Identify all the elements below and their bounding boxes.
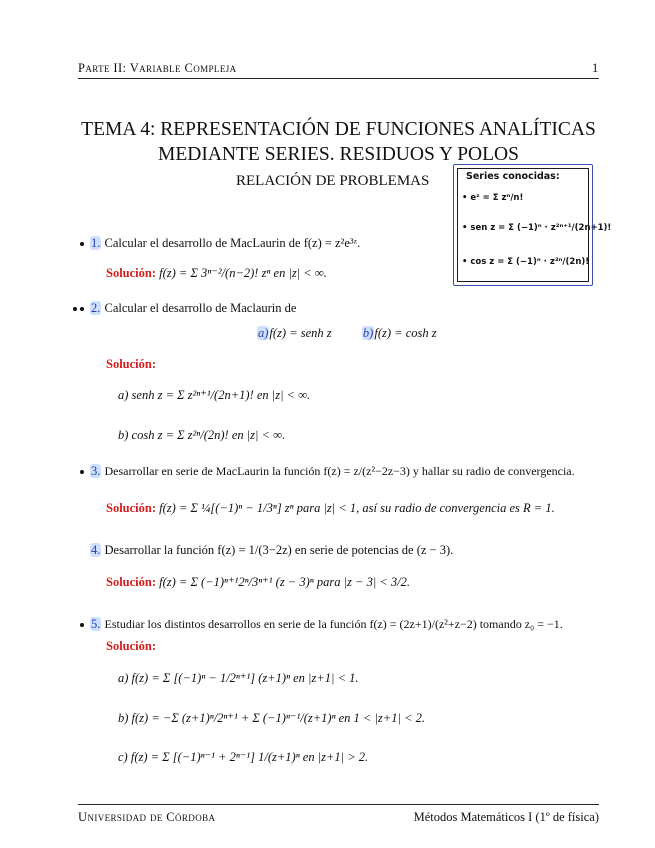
- bullet: [80, 623, 84, 627]
- solution-formula: senh z = Σ z²ⁿ⁺¹/(2n+1)! en |z| < ∞.: [131, 388, 311, 402]
- problem-statement: Calcular el desarrollo de MacLaurin de f(z) = z²e³ᶻ.: [104, 236, 361, 250]
- footer-course: Métodos Matemáticos I (1º de física): [413, 810, 599, 824]
- problem-1-solution: [106, 265, 327, 281]
- problem-2-solution-a: a) senh z = Σ z²ⁿ⁺¹/(2n+1)! en |z| < ∞.: [118, 388, 311, 402]
- problem-5-solution-c: c) f(z) = Σ [(−1)ⁿ⁻¹ + 2ⁿ⁻¹] 1/(z+1)ⁿ en |z+1| > 2.: [118, 750, 369, 764]
- problem-4: [90, 543, 453, 558]
- bullet: [73, 307, 77, 311]
- note-line-cos: • cos z = Σ (−1)ⁿ · z²ⁿ/(2n)!: [462, 257, 590, 267]
- subtitle: RELACIÓN DE PROBLEMAS: [236, 173, 430, 189]
- problem-number: 3.: [91, 464, 101, 478]
- bullet: [80, 307, 84, 311]
- solution-formula: f(z) = Σ ¼[(−1)ⁿ − 1/3ⁿ] zⁿ para |z| < 1, así su radio de convergencia es R = 1.: [159, 501, 555, 515]
- solution-formula: f(z) = Σ [(−1)ⁿ − 1/2ⁿ⁺¹] (z+1)ⁿ en |z+1| < 1.: [131, 671, 359, 685]
- header-rule: [78, 78, 599, 79]
- note-line-exp: • eᶻ = Σ zⁿ/n!: [462, 193, 524, 203]
- solution-formula: f(z) = Σ 3ⁿ⁻²/(n−2)! zⁿ en |z| < ∞.: [159, 266, 327, 280]
- page-number: 1: [592, 61, 599, 75]
- problem-5-solution-a: a) f(z) = Σ [(−1)ⁿ − 1/2ⁿ⁺¹] (z+1)ⁿ en |z+1| < 1.: [118, 671, 359, 685]
- solution-label: Solución:: [106, 501, 157, 515]
- problem-2-parts: a)f(z) = senh z b)f(z) = cosh z: [258, 326, 437, 340]
- problem-number: 1.: [91, 236, 101, 250]
- problem-2: [90, 301, 296, 316]
- footer-rule: [78, 804, 599, 805]
- bullet: [80, 470, 84, 474]
- solution-formula: f(z) = −Σ (z+1)ⁿ/2ⁿ⁺¹ + Σ (−1)ⁿ⁻¹/(z+1)ⁿ en 1 < |z+1| < 2.: [131, 711, 425, 725]
- problem-statement: Calcular el desarrollo de Maclaurin de: [104, 301, 297, 315]
- problem-1: [90, 236, 360, 251]
- solution-label: Solución:: [106, 357, 157, 371]
- solution-formula: f(z) = Σ (−1)ⁿ⁺¹2ⁿ/3ⁿ⁺¹ (z − 3)ⁿ para |z − 3| < 3/2.: [159, 575, 411, 589]
- problem-3: [90, 464, 575, 479]
- problem-2-solution-b: b) cosh z = Σ z²ⁿ/(2n)! en |z| < ∞.: [118, 428, 286, 442]
- problem-5: [90, 617, 563, 632]
- problem-number: 2.: [91, 301, 101, 315]
- note-heading: Series conocidas:: [466, 171, 560, 182]
- bullet: [80, 242, 84, 246]
- page-title-line2: MEDIANTE SERIES. RESIDUOS Y POLOS: [158, 144, 519, 165]
- solution-formula: cosh z = Σ z²ⁿ/(2n)! en |z| < ∞.: [131, 428, 286, 442]
- part-a: f(z) = senh z: [269, 326, 332, 340]
- problem-number: 4.: [91, 543, 101, 557]
- solution-label: Solución:: [106, 266, 157, 280]
- footer-institution: Universidad de Córdoba: [78, 810, 216, 824]
- problem-4-solution: [106, 574, 410, 590]
- solution-label: Solución:: [106, 575, 157, 589]
- note-line-sen: • sen z = Σ (−1)ⁿ · z²ⁿ⁺¹/(2n+1)!: [462, 223, 612, 233]
- part-b: f(z) = cosh z: [374, 326, 437, 340]
- solution-formula: f(z) = Σ [(−1)ⁿ⁻¹ + 2ⁿ⁻¹] 1/(z+1)ⁿ en |z+1| > 2.: [130, 750, 369, 764]
- problem-number: 5.: [91, 617, 101, 631]
- problem-3-solution: [106, 501, 555, 516]
- problem-statement: Desarrollar la función f(z) = 1/(3−2z) en serie de potencias de (z − 3).: [104, 543, 454, 557]
- problem-statement: Desarrollar en serie de MacLaurin la función f(z) = z/(z²−2z−3) y hallar su radio de convergencia.: [104, 464, 575, 478]
- handwritten-note: [453, 164, 612, 286]
- solution-label: Solución:: [106, 639, 157, 653]
- problem-5-solution-b: b) f(z) = −Σ (z+1)ⁿ/2ⁿ⁺¹ + Σ (−1)ⁿ⁻¹/(z+1)ⁿ en 1 < |z+1| < 2.: [118, 711, 425, 725]
- problem-statement: Estudiar los distintos desarrollos en serie de la función f(z) = (2z+1)/(z²+z−2) tomando z₀ = −1.: [104, 617, 563, 631]
- running-header: Parte II: Variable Compleja: [78, 61, 237, 75]
- page-title-line1: TEMA 4: REPRESENTACIÓN DE FUNCIONES ANALÍTICAS: [81, 119, 596, 140]
